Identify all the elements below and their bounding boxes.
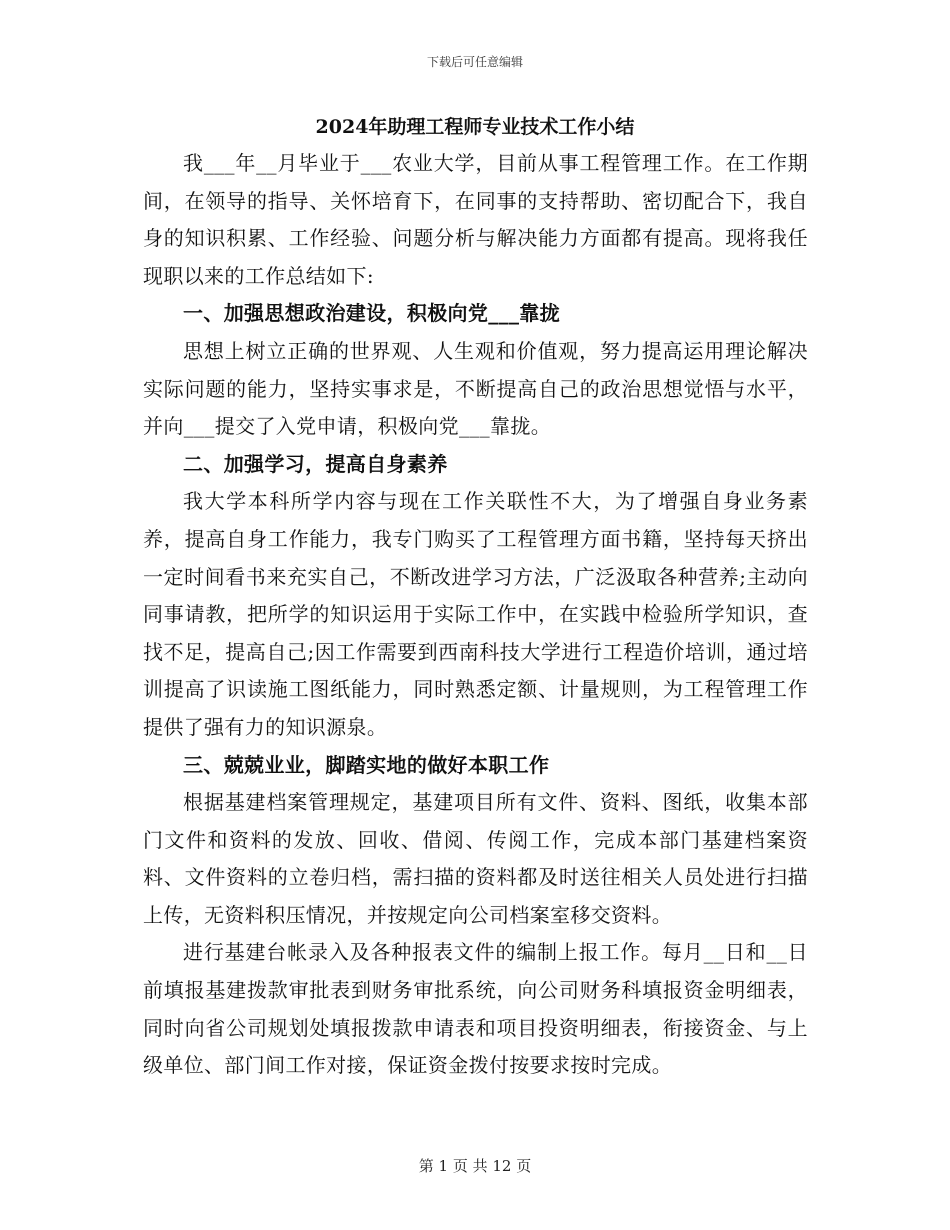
section-1-paragraph: 思想上树立正确的世界观、人生观和价值观，努力提高运用理论解决实际问题的能力，坚持实事求是，不断提高自己的政治思想觉悟与水平，并向___提交了入党申请，积极向党___靠拢。 [143,338,808,439]
intro-paragraph: 我___年__月毕业于___农业大学，目前从事工程管理工作。在工作期间，在领导的指导、关怀培育下，在同事的支持帮助、密切配合下，我自身的知识积累、工作经验、问题分析与解决能力方面都有提高。现将我任现职以来的工作总结如下: [143,151,808,288]
section-3-paragraph-2: 进行基建台帐录入及各种报表文件的编制上报工作。每月__日和__日前填报基建拨款审批表到财务审批系统，向公司财务科填报资金明细表，同时向省公司规划处填报拨款申请表和项目投资明细表，衔接资金、与上级单位、部门间工作对接，保证资金拨付按要求按时完成。 [143,940,808,1078]
document-body [143,145,808,1085]
page-number-footer: 第 1 页 共 12 页 [418,1157,532,1175]
section-heading-3: 三、兢兢业业，脚踏实地的做好本职工作 [183,752,550,777]
section-heading-2: 二、加强学习，提高自身素养 [183,451,448,476]
section-2-paragraph: 我大学本科所学内容与现在工作关联性不大，为了增强自身业务素养，提高自身工作能力，我专门购买了工程管理方面书籍，坚持每天挤出一定时间看书来充实自己，不断改进学习方法，广泛汲取各种营养;主动向同事请教，把所学的知识运用于实际工作中，在实践中检验所学知识，查找不足，提高自己;因工作需要到西南科技大学进行工程造价培训，通过培训提高了识读施工图纸能力，同时熟悉定额、计量规则，为工程管理工作提供了强有力的知识源泉。 [143,489,808,739]
section-heading-1: 一、加强思想政治建设，积极向党___靠拢 [183,301,560,326]
section-3-paragraph-1: 根据基建档案管理规定，基建项目所有文件、资料、图纸，收集本部门文件和资料的发放、回收、借阅、传阅工作，完成本部门基建档案资料、文件资料的立卷归档，需扫描的资料都及时送往相关人员处进行扫描上传，无资料积压情况，并按规定向公司档案室移交资料。 [143,790,808,927]
header-note: 下载后可任意编辑 [426,55,523,69]
document-title: 2024年助理工程师专业技术工作小结 [315,116,635,138]
